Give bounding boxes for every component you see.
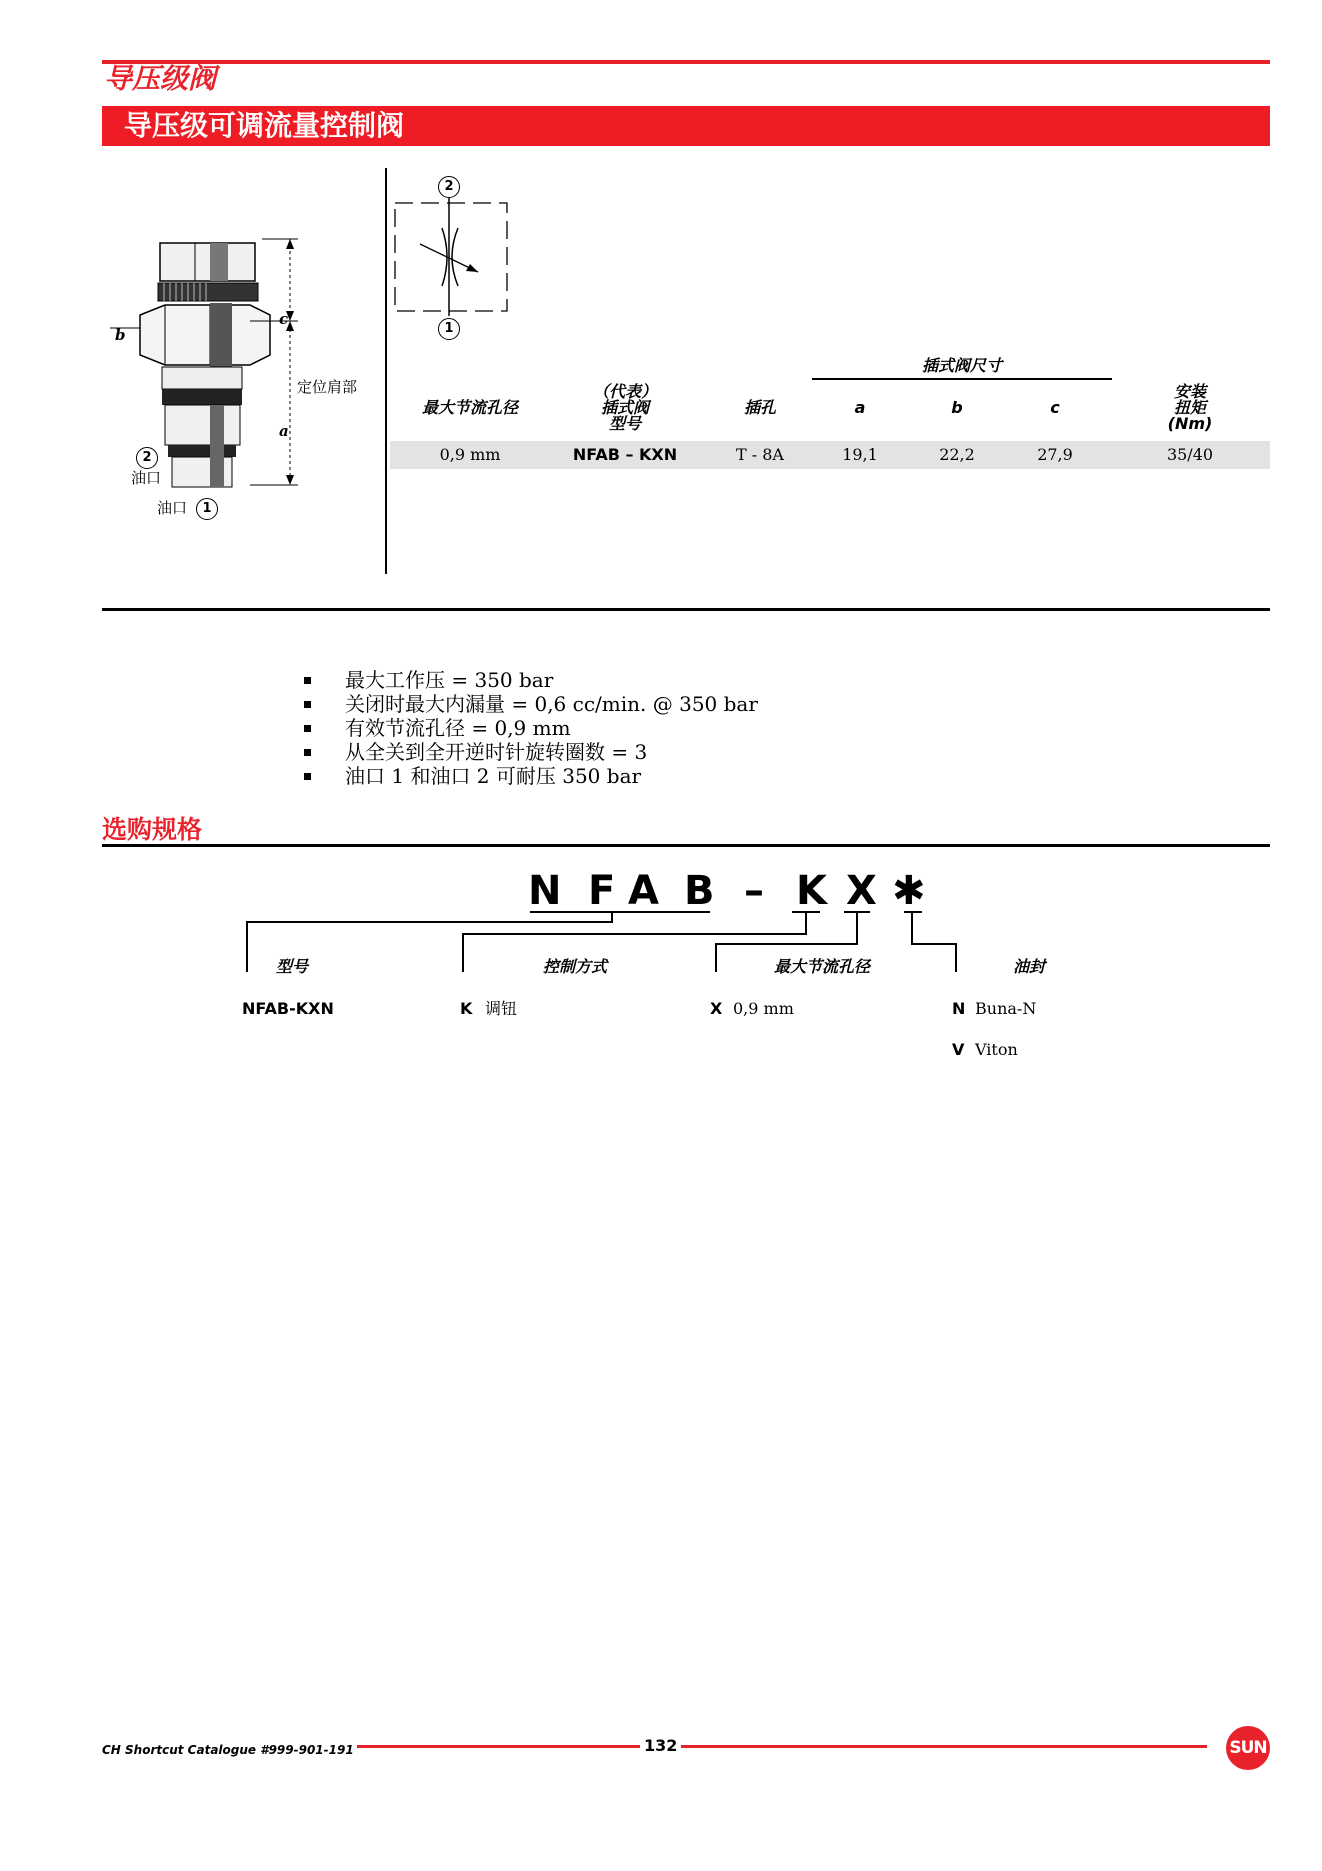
code-char-star: ✱ [892, 868, 926, 914]
td-orifice: 0,9 mm [439, 445, 501, 464]
col-label-seal: 油封 [1013, 957, 1046, 976]
feature-item: 最大工作压 = 350 bar [300, 668, 758, 692]
th-model-2: 插式阀 [600, 398, 649, 417]
section-divider [102, 608, 1270, 611]
dim-a-label: a [279, 422, 289, 440]
title-banner [102, 106, 1270, 146]
feature-item: 关闭时最大内漏量 = 0,6 cc/min. @ 350 bar [300, 692, 758, 716]
code-char-n: N [528, 868, 562, 914]
option-text-orifice: 0,9 mm [733, 999, 794, 1018]
catalogue-number: CH Shortcut Catalogue #999-901-191 [102, 1743, 354, 1757]
option-code-orifice: X [710, 999, 723, 1018]
vertical-divider [385, 168, 387, 574]
td-a: 19,1 [842, 445, 878, 464]
th-b: b [951, 398, 963, 417]
code-char-b: B [684, 868, 715, 914]
port2-circle: 2 [136, 447, 158, 469]
col-label-model: 型号 [276, 957, 309, 976]
page-title: 导压级可调流量控制阀 [124, 109, 405, 142]
feature-item: 从全关到全开逆时针旋转圈数 = 3 [300, 740, 758, 764]
option-text-seal-v: Viton [975, 1040, 1018, 1059]
th-model-3: 型号 [608, 414, 641, 433]
option-code-model: NFAB-KXN [242, 999, 334, 1018]
footer-rule [357, 1745, 1207, 1748]
th-torque-3: (Nm) [1167, 414, 1213, 433]
symbol-port2: 2 [438, 176, 460, 198]
group-header-rule [812, 378, 1112, 380]
dim-c-label: c [279, 310, 289, 328]
code-char-x: X [846, 868, 877, 914]
header-rule [102, 60, 1270, 64]
th-torque-2: 扭矩 [1173, 398, 1206, 417]
table-group-header: 插式阀尺寸 [921, 356, 1002, 375]
sun-logo: SUN [1226, 1726, 1270, 1770]
th-c: c [1050, 398, 1060, 417]
th-model-1: （代表） [592, 382, 657, 401]
page-number: 132 [640, 1737, 681, 1755]
ordering-rule [102, 844, 1270, 847]
feature-item: 油口 1 和油口 2 可耐压 350 bar [300, 764, 758, 788]
port1-circle: 1 [196, 498, 218, 520]
th-torque-1: 安装 [1173, 382, 1206, 401]
th-orifice: 最大节流孔径 [421, 398, 518, 417]
th-a: a [854, 398, 866, 417]
code-char-k: K [796, 868, 827, 914]
code-char-dash: – [744, 868, 764, 914]
category-title: 导压级阀 [104, 62, 217, 95]
ordering-title: 选购规格 [102, 815, 203, 844]
td-torque: 35/40 [1166, 445, 1214, 464]
feature-item: 有效节流孔径 = 0,9 mm [300, 716, 758, 740]
col-label-orifice: 最大节流孔径 [774, 957, 871, 976]
symbol-port1: 1 [438, 318, 460, 340]
code-char-a: A [628, 868, 659, 914]
option-text-control: 调钮 [485, 999, 518, 1018]
code-char-f: F [588, 868, 616, 914]
td-b: 22,2 [939, 445, 975, 464]
option-code-seal-n: N [952, 999, 966, 1018]
port2-label: 油口 [131, 469, 162, 487]
td-c: 27,9 [1037, 445, 1073, 464]
option-code-control: K [460, 999, 473, 1018]
td-model: NFAB – KXN [572, 445, 678, 464]
flow-control-symbol [390, 198, 520, 316]
td-cavity: T - 8A [736, 445, 784, 464]
th-cavity: 插孔 [743, 398, 776, 417]
col-label-control: 控制方式 [543, 957, 608, 976]
port1-label: 油口 [157, 499, 188, 517]
option-code-seal-v: V [952, 1040, 965, 1059]
option-text-seal-n: Buna-N [975, 999, 1037, 1018]
feature-list [300, 668, 758, 788]
dim-b-label: b [115, 326, 126, 344]
shoulder-label: 定位肩部 [297, 378, 358, 396]
